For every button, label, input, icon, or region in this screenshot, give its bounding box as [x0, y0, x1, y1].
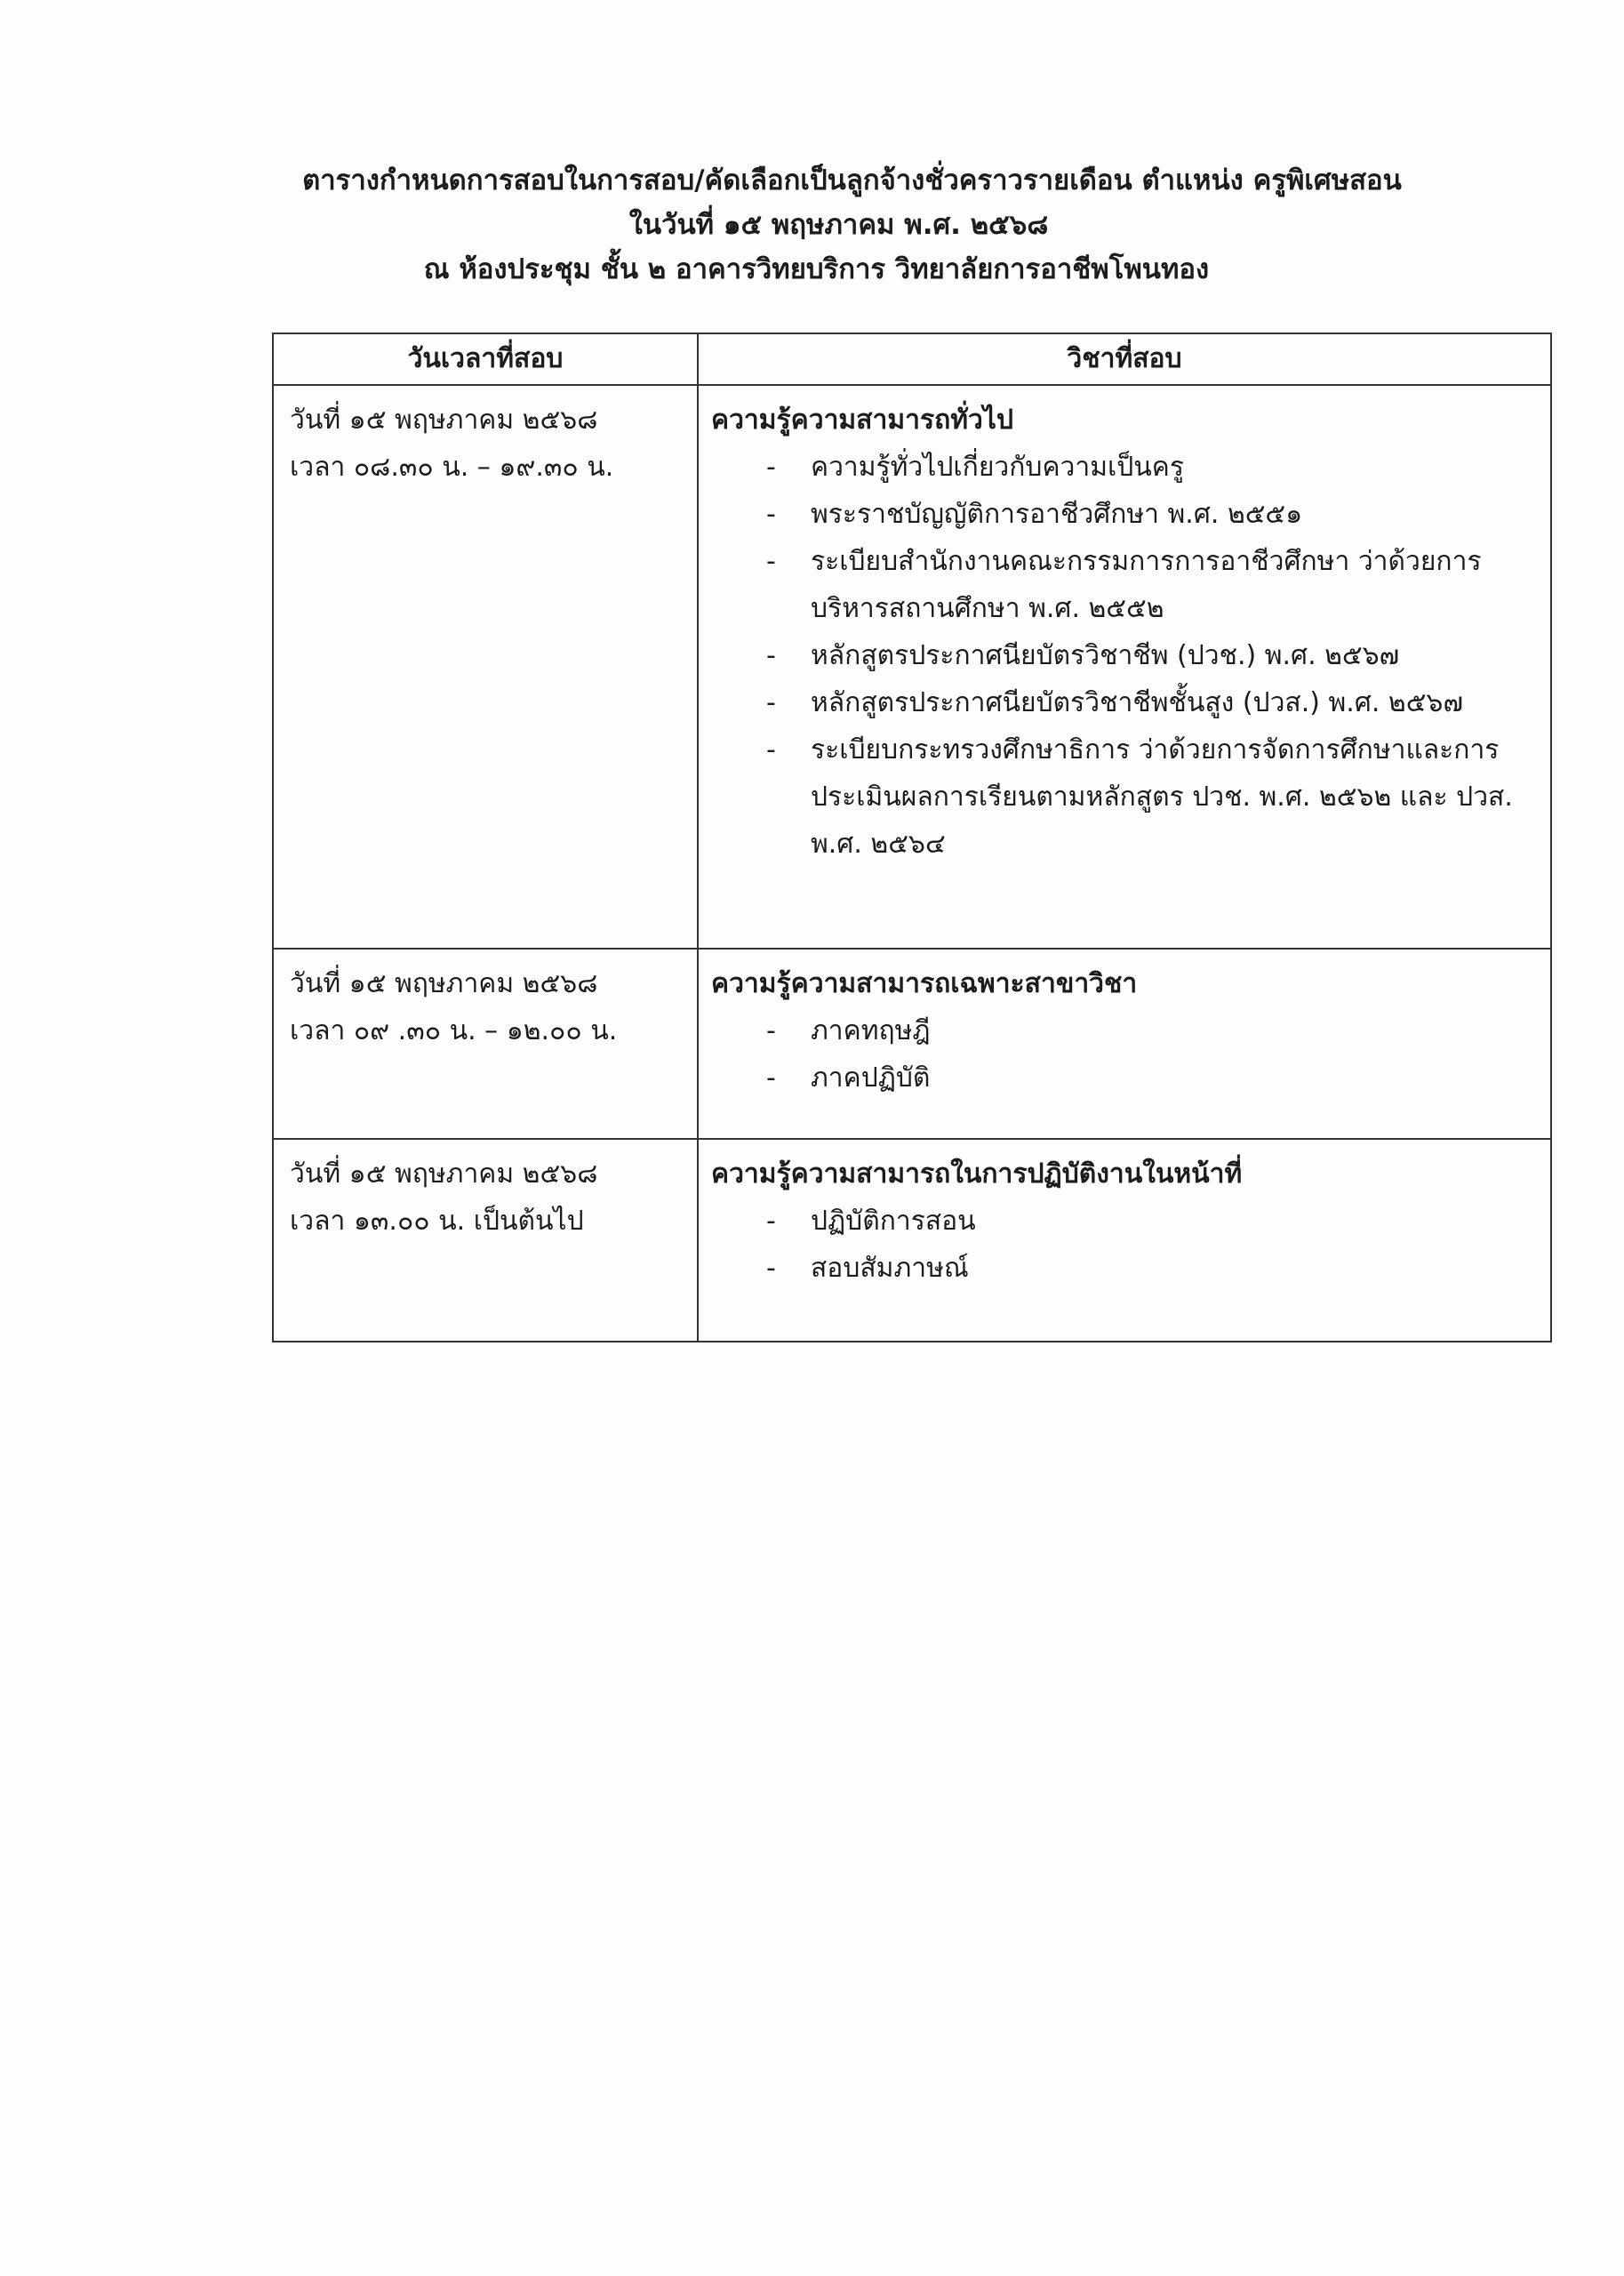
list-item-text: ภาคปฏิบัติ: [811, 1062, 931, 1094]
dash-bullet: -: [766, 1253, 776, 1284]
list-item-text: หลักสูตรประกาศนียบัตรวิชาชีพ (ปวช.) พ.ศ. ๒๕๖๗: [811, 640, 1400, 671]
datetime-cell: [273, 949, 698, 1139]
table-row: [273, 385, 1551, 949]
dash-bullet: -: [766, 734, 776, 765]
list-item: [711, 679, 1541, 726]
dash-bullet: -: [766, 687, 776, 718]
exam-schedule-table: [272, 333, 1552, 1342]
exam-time: เวลา ๐๘.๓๐ น. – ๑๙.๓๐ น.: [290, 452, 614, 483]
exam-time: เวลา ๐๙ .๓๐ น. – ๑๒.๐๐ น.: [290, 1015, 618, 1046]
list-item: [711, 726, 1541, 868]
subject-cell: [698, 1139, 1551, 1342]
dash-bullet: -: [766, 1206, 776, 1237]
dash-bullet: -: [766, 499, 776, 530]
dash-bullet: -: [766, 546, 776, 577]
header-date: ในวันที่ ๑๕ พฤษภาคม พ.ศ. ๒๕๖๘: [628, 209, 1049, 241]
subject-title: ความรู้ความสามารถเฉพาะสาขาวิชา: [711, 968, 1138, 999]
list-item: [711, 538, 1541, 632]
exam-date: วันที่ ๑๕ พฤษภาคม ๒๕๖๘: [290, 405, 598, 436]
list-item-text: สอบสัมภาษณ์: [811, 1253, 969, 1284]
subject-title: ความรู้ความสามารถทั่วไป: [711, 405, 1013, 436]
subject-items: [711, 1198, 1541, 1292]
subject-title: ความรู้ความสามารถในการปฏิบัติงานในหน้าที่: [711, 1158, 1243, 1190]
subject-cell: [698, 949, 1551, 1139]
list-item-text: ความรู้ทั่วไปเกี่ยวกับความเป็นครู: [811, 452, 1184, 483]
document-header: [0, 158, 1624, 292]
list-item: [711, 1198, 1541, 1245]
list-item: [711, 1054, 1541, 1102]
subject-cell: [698, 385, 1551, 949]
subject-items: [711, 1007, 1541, 1102]
list-item: [711, 632, 1541, 679]
list-item-text: ระเบียบสำนักงานคณะกรรมการการอาชีวศึกษา ว่าด้วยการบริหารสถานศึกษา พ.ศ. ๒๕๕๒: [811, 546, 1482, 624]
exam-date: วันที่ ๑๕ พฤษภาคม ๒๕๖๘: [290, 1158, 598, 1190]
header-location: ณ ห้องประชุม ชั้น ๒ อาคารวิทยบริการ วิทยาลัยการอาชีพโพนทอง: [423, 253, 1210, 285]
list-item: [711, 491, 1541, 538]
dash-bullet: -: [766, 1062, 776, 1094]
exam-date: วันที่ ๑๕ พฤษภาคม ๒๕๖๘: [290, 968, 598, 999]
subject-items: [711, 444, 1541, 868]
header-title: ตารางกำหนดการสอบในการสอบ/คัดเลือกเป็นลูกจ้างชั่วคราวรายเดือน ตำแหน่ง ครูพิเศษสอน: [302, 164, 1402, 196]
dash-bullet: -: [766, 1015, 776, 1046]
table-row: [273, 949, 1551, 1139]
datetime-cell: [273, 385, 698, 949]
datetime-cell: [273, 1139, 698, 1342]
dash-bullet: -: [766, 640, 776, 671]
exam-time: เวลา ๑๓.๐๐ น. เป็นต้นไป: [290, 1206, 584, 1237]
list-item-text: ระเบียบกระทรวงศึกษาธิการ ว่าด้วยการจัดการศึกษาและการประเมินผลการเรียนตามหลักสูตร ปวช. พ.ศ. ๒๕๖๒ และ ปวส. พ.ศ. ๒๕๖๔: [811, 734, 1513, 860]
column-header-datetime: วันเวลาที่สอบ: [273, 333, 698, 385]
dash-bullet: -: [766, 452, 776, 483]
list-item-text: ปฏิบัติการสอน: [811, 1206, 976, 1237]
list-item: [711, 1007, 1541, 1054]
table-row: [273, 1139, 1551, 1342]
column-header-subject: วิชาที่สอบ: [698, 333, 1551, 385]
list-item-text: หลักสูตรประกาศนียบัตรวิชาชีพชั้นสูง (ปวส.) พ.ศ. ๒๕๖๗: [811, 687, 1464, 718]
list-item: [711, 1245, 1541, 1292]
table-header-row: [273, 333, 1551, 385]
list-item-text: ภาคทฤษฎี: [811, 1015, 931, 1046]
list-item-text: พระราชบัญญัติการอาชีวศึกษา พ.ศ. ๒๕๕๑: [811, 499, 1303, 530]
list-item: [711, 444, 1541, 491]
